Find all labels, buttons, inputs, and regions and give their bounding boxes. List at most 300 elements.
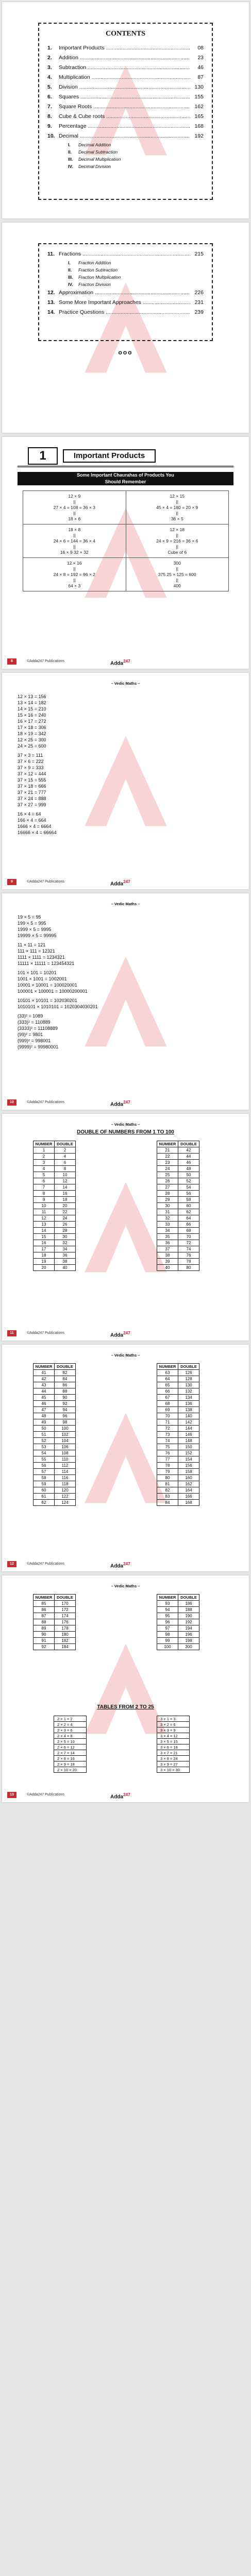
- double-cell: 88: [55, 1388, 76, 1395]
- table-row: [34, 1172, 76, 1178]
- table-row: [157, 1222, 199, 1228]
- table-row: [157, 1444, 199, 1450]
- double-cell: 42: [178, 1147, 199, 1154]
- table-header-row: [157, 1141, 199, 1147]
- multiplication-cell: 3 × 1 = 3: [157, 1716, 190, 1722]
- number-cell: 39: [157, 1259, 178, 1265]
- table-row: [157, 1625, 199, 1632]
- header-double: DOUBLE: [178, 1141, 199, 1147]
- toc-page: 226: [194, 290, 204, 296]
- double-cell: 58: [178, 1197, 199, 1203]
- multiplication-cell: 2 × 8 = 16: [54, 1756, 87, 1761]
- number-cell: 55: [34, 1456, 55, 1463]
- header-double: DOUBLE: [55, 1595, 76, 1601]
- double-cell: 122: [55, 1494, 76, 1500]
- toc-number: 13.: [47, 299, 55, 306]
- number-cell: 78: [157, 1463, 178, 1469]
- table-row: [54, 1761, 87, 1767]
- table-row: [34, 1388, 76, 1395]
- toc-subentry: [47, 281, 204, 288]
- number-cell: 20: [34, 1265, 55, 1271]
- equation-line: 1010101 × 1010101 = 1020304030201: [18, 1004, 98, 1009]
- double-cell: 192: [178, 1619, 199, 1625]
- double-cell: 50: [178, 1172, 199, 1178]
- double-cell: 100: [55, 1426, 76, 1432]
- toc-subentry: [47, 148, 204, 156]
- number-cell: 16: [34, 1240, 55, 1246]
- table-row: [34, 1252, 76, 1259]
- multiplication-cell: 2 × 7 = 14: [54, 1750, 87, 1756]
- double-cell: 126: [178, 1370, 199, 1376]
- number-cell: 52: [34, 1438, 55, 1444]
- toc-page: 192: [194, 133, 204, 139]
- double-cell: 138: [178, 1407, 199, 1413]
- number-cell: 23: [157, 1160, 178, 1166]
- double-cell: 34: [55, 1246, 76, 1252]
- toc-subnumber: I.: [68, 142, 71, 147]
- multiplication-cell: 2 × 6 = 12: [54, 1744, 87, 1750]
- table-row: [157, 1722, 190, 1727]
- number-cell: 62: [34, 1500, 55, 1506]
- equation-line: 14 × 15 = 210: [18, 706, 46, 711]
- double-cell: 4: [55, 1154, 76, 1160]
- page-number: 12: [7, 1561, 16, 1567]
- toc-subentry: [47, 163, 204, 170]
- number-cell: 69: [157, 1407, 178, 1413]
- equation-line: 10001 × 10001 = 100020001: [18, 982, 77, 988]
- number-cell: 35: [157, 1234, 178, 1240]
- toc-sublabel: Decimal Multiplication: [78, 157, 121, 162]
- table-row: [34, 1500, 76, 1506]
- table-row: [157, 1172, 199, 1178]
- table-row: [34, 1619, 76, 1625]
- number-cell: 1: [34, 1147, 55, 1154]
- number-cell: 82: [157, 1487, 178, 1494]
- equation-line: 37 × 9 = 333: [18, 765, 44, 770]
- table-row: [157, 1644, 199, 1650]
- table-row: [34, 1240, 76, 1246]
- double-cell: 142: [178, 1419, 199, 1426]
- header-number: NUMBER: [34, 1595, 55, 1601]
- grid-cell: 12 × 16 || 24 × 8 = 192 = 96 × 2 || 64 × 3: [23, 558, 126, 591]
- table-row: [157, 1215, 199, 1222]
- toc-entry[interactable]: [47, 63, 204, 73]
- vedic-maths-heading: – Vedic Maths –: [111, 1584, 140, 1588]
- publisher-credit: ©Adda247 Publications: [27, 1100, 64, 1104]
- number-cell: 81: [157, 1481, 178, 1487]
- double-cell: 106: [55, 1444, 76, 1450]
- number-cell: 8: [34, 1191, 55, 1197]
- doubles-table-left: [33, 1594, 76, 1650]
- number-cell: 90: [34, 1632, 55, 1638]
- number-cell: 40: [157, 1265, 178, 1271]
- double-cell: 48: [178, 1166, 199, 1172]
- double-cell: 94: [55, 1407, 76, 1413]
- double-cell: 64: [178, 1215, 199, 1222]
- number-cell: 45: [34, 1395, 55, 1401]
- number-cell: 61: [34, 1494, 55, 1500]
- number-cell: 91: [34, 1638, 55, 1644]
- double-cell: 46: [178, 1160, 199, 1166]
- page-footer: [7, 879, 244, 886]
- double-cell: 148: [178, 1438, 199, 1444]
- number-cell: 41: [34, 1370, 55, 1376]
- multiplication-cell: 3 × 8 = 24: [157, 1756, 190, 1761]
- table-row: [34, 1265, 76, 1271]
- number-cell: 60: [34, 1487, 55, 1494]
- number-cell: 10: [34, 1203, 55, 1209]
- table-row: [157, 1475, 199, 1481]
- number-cell: 21: [157, 1147, 178, 1154]
- table-row: [157, 1388, 199, 1395]
- equation-line: 111 × 111 = 12321: [18, 948, 55, 954]
- double-cell: 118: [55, 1481, 76, 1487]
- double-cell: 92: [55, 1401, 76, 1407]
- double-cell: 160: [178, 1475, 199, 1481]
- double-cell: 40: [55, 1265, 76, 1271]
- toc-page: 168: [194, 123, 204, 129]
- toc-entry[interactable]: [47, 249, 204, 259]
- multiplication-cell: 3 × 9 = 27: [157, 1761, 190, 1767]
- table-row: [157, 1413, 199, 1419]
- number-cell: 99: [157, 1638, 178, 1644]
- number-cell: 96: [157, 1619, 178, 1625]
- equation-line: 11111 × 11111 = 123454321: [18, 961, 75, 966]
- double-cell: 98: [55, 1419, 76, 1426]
- toc-label: Some More Important Approaches .....: [59, 298, 190, 308]
- table-header-row: [34, 1595, 76, 1601]
- table-row: [157, 1376, 199, 1382]
- number-cell: 9: [34, 1197, 55, 1203]
- table-row: [157, 1234, 199, 1240]
- number-cell: 28: [157, 1191, 178, 1197]
- number-cell: 56: [34, 1463, 55, 1469]
- number-cell: 14: [34, 1228, 55, 1234]
- table-row: [34, 1607, 76, 1613]
- double-cell: 74: [178, 1246, 199, 1252]
- toc-page: 46: [197, 64, 204, 71]
- toc-subentry: [47, 259, 204, 266]
- toc-number: 11.: [47, 251, 55, 257]
- toc-subentry: [47, 141, 204, 148]
- double-cell: 178: [55, 1625, 76, 1632]
- double-cell: 128: [178, 1376, 199, 1382]
- table-row: [157, 1733, 190, 1739]
- grid-cell: 300 || 375 25 × 125 = 600 || 400: [126, 558, 229, 591]
- number-cell: 72: [157, 1426, 178, 1432]
- page-footer: [7, 658, 244, 666]
- number-cell: 88: [34, 1619, 55, 1625]
- table-row: [34, 1613, 76, 1619]
- toc-sublabel: Decimal Subtraction: [78, 149, 118, 155]
- table-row: [157, 1419, 199, 1426]
- toc-entry[interactable]: [47, 102, 204, 112]
- table-row: [157, 1240, 199, 1246]
- toc-sublabel: Decimal Addition: [78, 142, 111, 147]
- table-row: [157, 1432, 199, 1438]
- number-cell: 87: [34, 1613, 55, 1619]
- adda-logo: Adda$^{247}$: [110, 1792, 130, 1800]
- toc-number: 1.: [47, 45, 52, 51]
- chapter-banner: [18, 472, 233, 485]
- number-cell: 44: [34, 1388, 55, 1395]
- double-cell: 28: [55, 1228, 76, 1234]
- double-cell: 24: [55, 1215, 76, 1222]
- number-cell: 17: [34, 1246, 55, 1252]
- toc-page: 23: [197, 55, 204, 61]
- double-cell: 116: [55, 1475, 76, 1481]
- double-cell: 76: [178, 1252, 199, 1259]
- publisher-credit: ©Adda247 Publications: [27, 1331, 64, 1335]
- table-row: [34, 1178, 76, 1184]
- header-number: NUMBER: [157, 1141, 178, 1147]
- double-cell: 120: [55, 1487, 76, 1494]
- number-cell: 83: [157, 1494, 178, 1500]
- vedic-maths-heading: – Vedic Maths –: [111, 902, 140, 906]
- double-cell: 198: [178, 1638, 199, 1644]
- table-row: [34, 1203, 76, 1209]
- banner-line-2: Should Remember: [105, 479, 146, 484]
- number-cell: 85: [34, 1601, 55, 1607]
- toc-number: 10.: [47, 133, 55, 139]
- vedic-maths-heading: – Vedic Maths –: [111, 1353, 140, 1358]
- table-row: [34, 1376, 76, 1382]
- equation-line: 101 × 101 = 10201: [18, 970, 57, 975]
- table-row: [157, 1191, 199, 1197]
- toc-entry[interactable]: [47, 131, 204, 141]
- table-row: [54, 1756, 87, 1761]
- toc-sublabel: Fraction Addition: [78, 260, 111, 265]
- multiplication-cell: 2 × 10 = 20: [54, 1767, 87, 1773]
- toc-label: Important Products .....: [59, 43, 190, 53]
- vedic-maths-heading: – Vedic Maths –: [111, 1122, 140, 1127]
- double-cell: 188: [178, 1607, 199, 1613]
- contents-box-2: [38, 243, 213, 341]
- number-cell: 34: [157, 1228, 178, 1234]
- doubles-table-right: [157, 1594, 199, 1650]
- number-cell: 15: [34, 1234, 55, 1240]
- number-cell: 57: [34, 1469, 55, 1475]
- number-cell: 75: [157, 1444, 178, 1450]
- table-row: [157, 1265, 199, 1271]
- double-cell: 124: [55, 1500, 76, 1506]
- toc-entry[interactable]: [47, 298, 204, 308]
- double-cell: 16: [55, 1191, 76, 1197]
- equation-line: 37 × 27 = 999: [18, 802, 46, 807]
- number-cell: 100: [157, 1644, 178, 1650]
- number-cell: 74: [157, 1438, 178, 1444]
- table-row: [34, 1382, 76, 1388]
- number-cell: 59: [34, 1481, 55, 1487]
- table-row: [34, 1395, 76, 1401]
- toc-page: 130: [194, 84, 204, 90]
- contents-end-divider: ooo: [118, 349, 133, 356]
- doubles-table-left: [33, 1363, 76, 1506]
- double-cell: 2: [55, 1147, 76, 1154]
- toc-entry[interactable]: [47, 288, 204, 298]
- double-cell: 54: [178, 1184, 199, 1191]
- number-cell: 33: [157, 1222, 178, 1228]
- toc-entry[interactable]: [47, 53, 204, 63]
- number-cell: 42: [34, 1376, 55, 1382]
- double-cell: 10: [55, 1172, 76, 1178]
- page-footer: [7, 1099, 244, 1107]
- equation-line: 37 × 21 = 777: [18, 790, 46, 795]
- publisher-credit: ©Adda247 Publications: [27, 1793, 64, 1797]
- table-row: [34, 1413, 76, 1419]
- table-row: [34, 1638, 76, 1644]
- doubles-page-1: [2, 1114, 249, 1341]
- table-row: [157, 1632, 199, 1638]
- grid-cell: 12 × 9 || 27 × 4 = 108 = 36 × 3 || 18 × 6: [23, 491, 126, 524]
- toc-subnumber: II.: [68, 149, 72, 155]
- table-row: [34, 1469, 76, 1475]
- number-cell: 92: [34, 1644, 55, 1650]
- number-cell: 31: [157, 1209, 178, 1215]
- table-row: [157, 1739, 190, 1744]
- toc-number: 5.: [47, 84, 52, 90]
- number-cell: 70: [157, 1413, 178, 1419]
- multiplication-cell: 2 × 1 = 2: [54, 1716, 87, 1722]
- number-cell: 84: [157, 1500, 178, 1506]
- number-cell: 65: [157, 1382, 178, 1388]
- header-double: DOUBLE: [55, 1364, 76, 1370]
- multiplication-cell: 3 × 5 = 15: [157, 1739, 190, 1744]
- toc-label: Fractions .....: [59, 249, 190, 259]
- double-cell: 8: [55, 1166, 76, 1172]
- equation-line: 17 × 18 = 306: [18, 725, 46, 730]
- double-cell: 114: [55, 1469, 76, 1475]
- doubles-tables-page: [2, 1575, 249, 1802]
- number-cell: 11: [34, 1209, 55, 1215]
- number-cell: 36: [157, 1240, 178, 1246]
- page-footer: [7, 1561, 244, 1568]
- toc-label: Percentage .....: [59, 122, 190, 131]
- equation-line: (999)² = 998001: [18, 1038, 51, 1043]
- multiplication-cell: 3 × 6 = 18: [157, 1744, 190, 1750]
- equation-line: 11 × 11 = 121: [18, 942, 46, 947]
- table-row: [157, 1197, 199, 1203]
- toc-subnumber: III.: [68, 275, 73, 280]
- grid-cell: 12 × 18 || 24 × 9 = 216 = 36 × 6 || Cube of 6: [126, 524, 229, 558]
- table-row: [157, 1750, 190, 1756]
- number-cell: 80: [157, 1475, 178, 1481]
- number-cell: 22: [157, 1154, 178, 1160]
- toc-subnumber: II.: [68, 267, 72, 273]
- multiplication-cell: 3 × 10 = 30: [157, 1767, 190, 1773]
- equation-line: 18 × 19 = 342: [18, 731, 46, 736]
- table-row: [34, 1487, 76, 1494]
- toc-page: 08: [197, 45, 204, 51]
- toc-page: 155: [194, 94, 204, 100]
- multiplication-cell: 2 × 3 = 6: [54, 1727, 87, 1733]
- toc-entry[interactable]: [47, 122, 204, 131]
- table-row: [157, 1209, 199, 1215]
- doubles-table-left: [33, 1141, 76, 1271]
- toc-number: 4.: [47, 74, 52, 80]
- toc-entry[interactable]: [47, 73, 204, 82]
- contents-page-2: [2, 223, 249, 433]
- toc-page: 162: [194, 104, 204, 110]
- toc-entry[interactable]: [47, 43, 204, 53]
- toc-entry[interactable]: [47, 82, 204, 92]
- number-cell: 94: [157, 1607, 178, 1613]
- double-cell: 30: [55, 1234, 76, 1240]
- table-row: [157, 1744, 190, 1750]
- table-row: [157, 1370, 199, 1376]
- table-row: [157, 1203, 199, 1209]
- page-number: 10: [7, 1099, 16, 1106]
- number-cell: 25: [157, 1172, 178, 1178]
- toc-subnumber: IV.: [68, 164, 73, 169]
- equation-line: 1666 × 4 = 6664: [18, 824, 52, 829]
- double-cell: 80: [178, 1265, 199, 1271]
- table-row: [34, 1444, 76, 1450]
- table-row: [34, 1222, 76, 1228]
- double-cell: 136: [178, 1401, 199, 1407]
- toc-label: Cube & Cube roots .....: [59, 112, 190, 122]
- number-cell: 95: [157, 1613, 178, 1619]
- table-row: [54, 1727, 87, 1733]
- table-row: [34, 1625, 76, 1632]
- toc-number: 9.: [47, 123, 52, 129]
- table-row: [157, 1426, 199, 1432]
- double-cell: 180: [55, 1632, 76, 1638]
- toc-entry[interactable]: [47, 92, 204, 102]
- toc-sublabel: Fraction Subtraction: [78, 267, 118, 273]
- number-cell: 97: [157, 1625, 178, 1632]
- contents-title: CONTENTS: [105, 30, 146, 38]
- number-cell: 54: [34, 1450, 55, 1456]
- table-row: [34, 1154, 76, 1160]
- table-row: [157, 1395, 199, 1401]
- page-number: 11: [7, 1330, 16, 1336]
- double-cell: 70: [178, 1234, 199, 1240]
- double-cell: 6: [55, 1160, 76, 1166]
- equation-line: (333)² = 110889: [18, 1020, 51, 1025]
- double-cell: 60: [178, 1203, 199, 1209]
- banner-line-1: Some Important Chaurahas of Products You: [77, 472, 174, 478]
- double-cell: 90: [55, 1395, 76, 1401]
- toc-entry[interactable]: [47, 112, 204, 122]
- multiplication-cell: 3 × 2 = 6: [157, 1722, 190, 1727]
- adda-logo: Adda$^{247}$: [110, 1099, 130, 1108]
- table-row: [54, 1722, 87, 1727]
- table-header-row: [157, 1364, 199, 1370]
- toc-number: 12.: [47, 290, 55, 296]
- adda-logo: Adda$^{247}$: [110, 1561, 130, 1569]
- double-cell: 144: [178, 1426, 199, 1432]
- table-row: [34, 1644, 76, 1650]
- double-cell: 38: [55, 1259, 76, 1265]
- table-row: [34, 1234, 76, 1240]
- toc-entry[interactable]: [47, 308, 204, 317]
- table-row: [34, 1632, 76, 1638]
- double-cell: 96: [55, 1413, 76, 1419]
- double-cell: 26: [55, 1222, 76, 1228]
- double-cell: 44: [178, 1154, 199, 1160]
- table-row: [34, 1259, 76, 1265]
- double-cell: 108: [55, 1450, 76, 1456]
- double-cell: 156: [178, 1463, 199, 1469]
- table-row: [54, 1716, 87, 1722]
- number-cell: 53: [34, 1444, 55, 1450]
- grid-row: [23, 558, 229, 591]
- table-row: [157, 1407, 199, 1413]
- table-row: [157, 1607, 199, 1613]
- grid-cell: 18 × 8 || 24 × 6 = 144 = 36 × 4 || 16 × 9 32 × 32: [23, 524, 126, 558]
- double-cell: 18: [55, 1197, 76, 1203]
